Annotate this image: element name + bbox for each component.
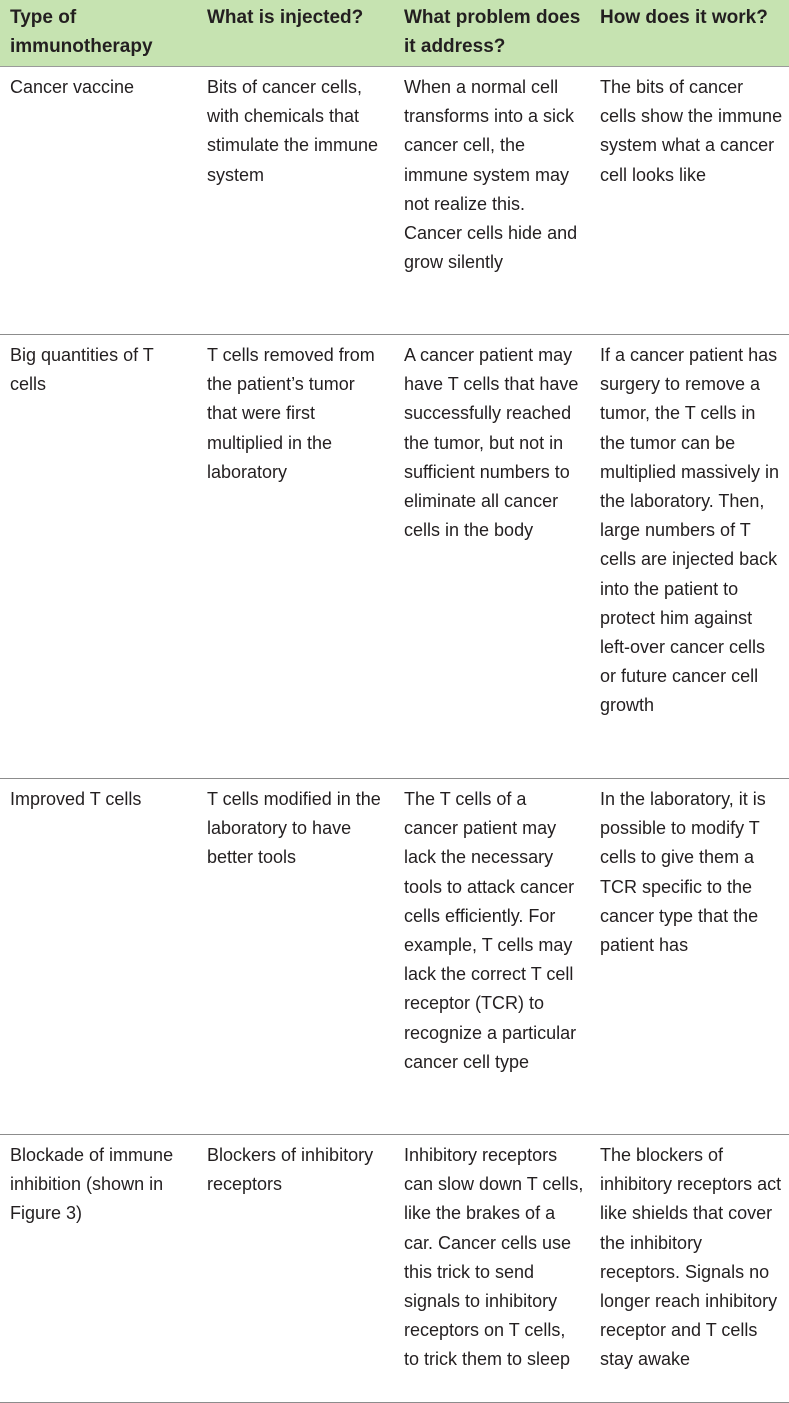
cell-type: Cancer vaccine: [0, 67, 197, 335]
header-type: Type of immunotherapy: [0, 0, 197, 67]
header-row: [0, 0, 789, 67]
cell-problem: A cancer patient may have T cells that have successfully reached the tumor, but not in sufficient numbers to eliminate all cancer cells in the body: [394, 335, 591, 779]
cell-injected: Blockers of inhibitory receptors: [197, 1135, 394, 1403]
cell-problem: The T cells of a cancer patient may lack the necessary tools to attack cancer cells efficiently. For example, T cells may lack the correct T cell receptor (TCR) to recognize a particular cancer cell type: [394, 779, 591, 1135]
table-header: [0, 0, 789, 67]
header-how: How does it work?: [591, 0, 789, 67]
table-row: [0, 67, 789, 335]
cell-injected: T cells modified in the laboratory to have better tools: [197, 779, 394, 1135]
header-injected: What is injected?: [197, 0, 394, 67]
cell-how: The blockers of inhibitory receptors act like shields that cover the inhibitory receptors. Signals no longer reach inhibitory receptor and T cells stay awake: [591, 1135, 789, 1403]
cell-injected: T cells removed from the patient’s tumor that were first multiplied in the laboratory: [197, 335, 394, 779]
header-problem: What problem does it address?: [394, 0, 591, 67]
cell-problem: When a normal cell transforms into a sick cancer cell, the immune system may not realize this. Cancer cells hide and grow silently: [394, 67, 591, 335]
cell-type: Big quantities of T cells: [0, 335, 197, 779]
cell-injected: Bits of cancer cells, with chemicals that stimulate the immune system: [197, 67, 394, 335]
cell-problem: Inhibitory receptors can slow down T cells, like the brakes of a car. Cancer cells use this trick to send signals to inhibitory receptors on T cells, to trick them to sleep: [394, 1135, 591, 1403]
table-body: [0, 67, 789, 1403]
table-row: [0, 1135, 789, 1403]
cell-type: Blockade of immune inhibition (shown in Figure 3): [0, 1135, 197, 1403]
cell-how: If a cancer patient has surgery to remove a tumor, the T cells in the tumor can be multiplied massively in the laboratory. Then, large numbers of T cells are injected back into the patient to protect him against left-over cancer cells or future cancer cell growth: [591, 335, 789, 779]
cell-how: In the laboratory, it is possible to modify T cells to give them a TCR specific to the cancer type that the patient has: [591, 779, 789, 1135]
table-row: [0, 779, 789, 1135]
cell-how: The bits of cancer cells show the immune system what a cancer cell looks like: [591, 67, 789, 335]
table-row: [0, 335, 789, 779]
cell-type: Improved T cells: [0, 779, 197, 1135]
